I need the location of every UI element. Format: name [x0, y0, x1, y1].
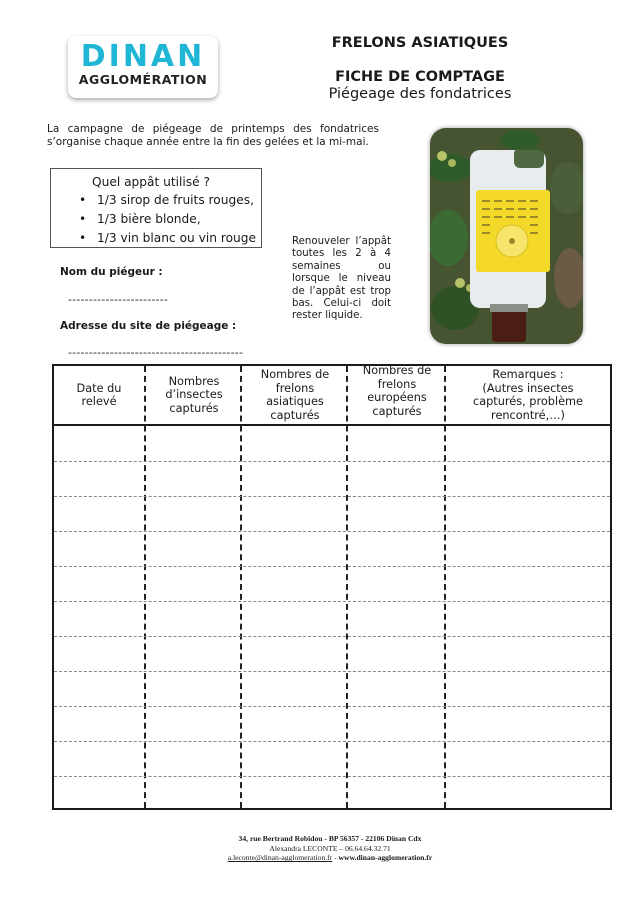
table-cell[interactable]: [242, 427, 346, 460]
table-cell[interactable]: [54, 672, 144, 705]
table-cell[interactable]: [54, 497, 144, 530]
header-text: rencontré,…): [491, 408, 565, 422]
table-cell[interactable]: [242, 497, 346, 530]
table-cell[interactable]: [54, 742, 144, 775]
table-cell[interactable]: [348, 567, 444, 600]
trap-photo-image: [430, 128, 583, 344]
header-text: frelons: [275, 381, 315, 395]
table-cell[interactable]: [242, 462, 346, 495]
page-subtitle-2: Piégeage des fondatrices: [328, 86, 512, 102]
table-cell[interactable]: [348, 427, 444, 460]
table-cell[interactable]: [348, 497, 444, 530]
site-address-field[interactable]: ------------------------------------------: [68, 346, 244, 359]
header-text: Date du: [76, 381, 122, 395]
table-cell[interactable]: [446, 672, 610, 705]
header-text: asiatiques: [266, 395, 324, 408]
table-cell[interactable]: [242, 602, 346, 635]
table-cell[interactable]: [348, 462, 444, 495]
table-cell[interactable]: [446, 532, 610, 565]
table-cell[interactable]: [446, 602, 610, 635]
table-cell[interactable]: [54, 777, 144, 810]
header-text: Nombres de: [362, 364, 432, 377]
page-subtitle: FICHE DE COMPTAGE: [335, 69, 505, 85]
table-cell[interactable]: [146, 427, 240, 460]
bait-item-label: 1/3 bière blonde,: [97, 212, 201, 226]
table-cell[interactable]: [54, 637, 144, 670]
table-cell[interactable]: [348, 742, 444, 775]
table-cell[interactable]: [54, 532, 144, 565]
header-remarks: [446, 366, 610, 424]
table-cell[interactable]: [348, 777, 444, 810]
table-cell[interactable]: [54, 567, 144, 600]
footer-email-link[interactable]: a.leconte@dinan-agglomeration.fr: [227, 853, 333, 863]
header-text: capturés: [169, 401, 219, 415]
site-address-label: Adresse du site de piégeage :: [60, 320, 237, 332]
table-cell[interactable]: [146, 602, 240, 635]
table-cell[interactable]: [242, 777, 346, 810]
logo-agglomeration-text: AGGLOMÉRATION: [78, 72, 208, 87]
trapper-name-field[interactable]: ------------------------: [68, 293, 169, 306]
header-text: frelons: [377, 377, 417, 391]
header-text: capturés: [372, 404, 422, 418]
renew-note: Renouveler l’appât toutes les 2 à 4 semaines ou lorsque le niveau de l’appât est trop bas. Celui-ci doit rester liquide.: [292, 236, 391, 322]
table-cell[interactable]: [146, 497, 240, 530]
trap-photo: [430, 128, 583, 344]
table-cell[interactable]: [446, 637, 610, 670]
footer-website-link[interactable]: www.dinan-agglomeration.fr: [338, 853, 433, 863]
bait-item: [79, 229, 261, 248]
header-european-hornets: [348, 362, 446, 420]
bullet-icon: •: [79, 212, 87, 226]
table-cell[interactable]: [446, 742, 610, 775]
header-date: [54, 366, 144, 424]
table-cell[interactable]: [146, 567, 240, 600]
footer: [140, 834, 520, 863]
bait-box: [50, 168, 262, 248]
table-cell[interactable]: [446, 427, 610, 460]
header-text: relevé: [81, 395, 117, 408]
table-cell[interactable]: [242, 742, 346, 775]
table-cell[interactable]: [146, 777, 240, 810]
header-text: Nombres: [168, 374, 220, 388]
table-cell[interactable]: [146, 742, 240, 775]
table-cell[interactable]: [348, 672, 444, 705]
table-cell[interactable]: [348, 532, 444, 565]
table-cell[interactable]: [446, 462, 610, 495]
table-cell[interactable]: [242, 532, 346, 565]
footer-separator: -: [332, 853, 339, 863]
table-cell[interactable]: [146, 532, 240, 565]
table-cell[interactable]: [54, 427, 144, 460]
header-text: capturés, problème: [472, 395, 583, 408]
header-divider: [54, 424, 610, 426]
bait-list: [51, 191, 261, 248]
table-cell[interactable]: [242, 637, 346, 670]
bait-item: [79, 191, 261, 210]
table-cell[interactable]: [446, 567, 610, 600]
table-cell[interactable]: [446, 707, 610, 740]
table-cell[interactable]: [242, 567, 346, 600]
header-asian-hornets: [242, 366, 348, 424]
page-title: FRELONS ASIATIQUES: [331, 35, 509, 51]
trapper-name-label: Nom du piégeur :: [60, 266, 163, 278]
table-cell[interactable]: [348, 637, 444, 670]
table-cell[interactable]: [446, 497, 610, 530]
table-cell[interactable]: [54, 707, 144, 740]
bait-item-label: 1/3 sirop de fruits rouges,: [97, 193, 254, 207]
footer-address: 34, rue Bertrand Robidou - BP 56357 - 22106 Dinan Cdx: [238, 834, 422, 843]
table-cell[interactable]: [146, 637, 240, 670]
footer-contact: Alexandra LECONTE – 06.64.64.32.71: [269, 843, 391, 853]
header-text: Remarques :: [492, 368, 564, 381]
table-cell[interactable]: [348, 602, 444, 635]
bait-question: Quel appât utilisé ?: [92, 175, 210, 189]
table-cell[interactable]: [446, 777, 610, 810]
header-text: (Autres insectes: [482, 381, 574, 395]
logo-dinan-text: DINAN: [80, 39, 206, 74]
table-cell[interactable]: [146, 707, 240, 740]
table-cell[interactable]: [242, 672, 346, 705]
header-text: Nombres de: [260, 368, 330, 381]
intro-paragraph: La campagne de piégeage de printemps des fondatrices s’organise chaque année entre la fin des gelées et la mi-mai.: [47, 123, 379, 148]
header-text: capturés: [270, 408, 320, 422]
bullet-icon: •: [79, 231, 87, 245]
count-table: [52, 364, 612, 810]
table-cell[interactable]: [146, 462, 240, 495]
table-cell[interactable]: [146, 672, 240, 705]
dinan-agglomeration-logo: [68, 36, 218, 98]
bait-item-label: 1/3 vin blanc ou vin rouge: [97, 231, 256, 245]
table-cell[interactable]: [242, 707, 346, 740]
header-text: d’insectes: [165, 388, 223, 402]
table-cell[interactable]: [54, 602, 144, 635]
table-cell[interactable]: [348, 707, 444, 740]
header-insects: [146, 366, 242, 424]
header-text: européens: [367, 391, 427, 404]
bullet-icon: •: [79, 193, 87, 207]
table-cell[interactable]: [54, 462, 144, 495]
bait-item: [79, 210, 261, 229]
